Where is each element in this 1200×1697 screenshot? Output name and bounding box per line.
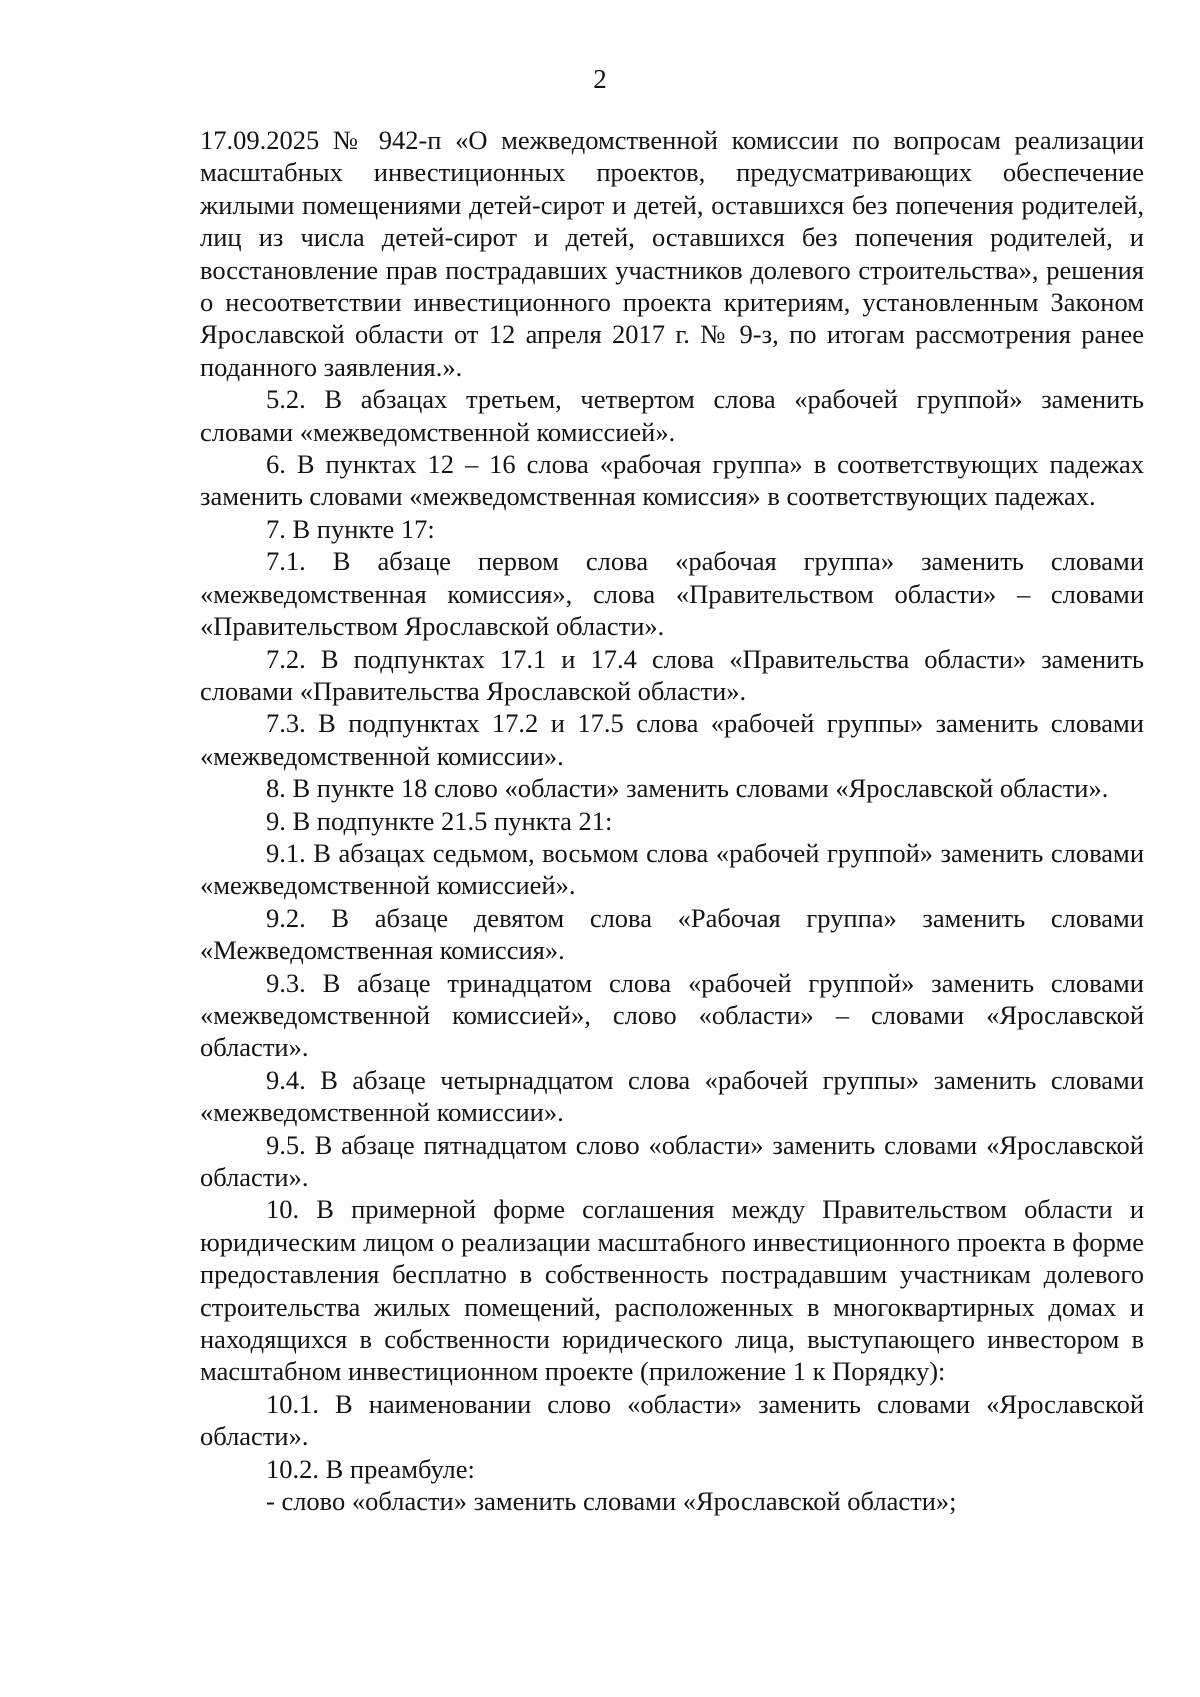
paragraph-9: 9. В подпункте 21.5 пункта 21:	[266, 805, 613, 836]
paragraph-8: 8. В пункте 18 слово «области» заменить словами «Ярославской области».	[266, 773, 1109, 804]
paragraph-9-5: 9.5. В абзаце пятнадцатом слово «области» заменить словами «Ярославской области».	[200, 1129, 1144, 1192]
paragraph-9-2: 9.2. В абзаце девятом слова «Рабочая группа» заменить словами «Межведомственная комиссия».	[200, 902, 1144, 966]
paragraph-5-2: 5.2. В абзацах третьем, четвертом слова «рабочей группой» заменить словами «межведомственной комиссией».	[200, 384, 1144, 447]
paragraph-10-1: 10.1. В наименовании слово «области» заменить словами «Ярославской области».	[200, 1388, 1144, 1452]
paragraph-6: 6. В пунктах 12 – 16 слова «рабочая группа» в соответствующих падежах заменить словами «межведомственная комиссия» в соответствующих падежах.	[200, 449, 1144, 512]
paragraph-7-1: 7.1. В абзаце первом слова «рабочая группа» заменить словами «межведомственная комиссия», слова «Правительством области» – словами «Правительством Ярославской области».	[200, 546, 1144, 642]
paragraph-7-3: 7.3. В подпунктах 17.2 и 17.5 слова «рабочей группы» заменить словами «межведомственной комиссии».	[200, 708, 1144, 771]
paragraph-9-3: 9.3. В абзаце тринадцатом слова «рабочей группой» заменить словами «межведомственной комиссией», слово «области» – словами «Ярославской области».	[200, 967, 1144, 1063]
paragraph-10-2: 10.2. В преамбуле:	[266, 1453, 475, 1484]
paragraph-10-2-item: - слово «области» заменить словами «Ярославской области»;	[266, 1486, 957, 1517]
paragraph-9-1: 9.1. В абзацах седьмом, восьмом слова «рабочей группой» заменить словами «межведомственной комиссией».	[200, 837, 1144, 901]
page-number: 2	[593, 64, 607, 94]
paragraph-10: 10. В примерной форме соглашения между Правительством области и юридическим лицом о реализации масштабного инвестиционного проекта в форме предоставления бесплатно в собственность пострадавшим участникам долевого строительства жилых помещений, расположенных в многоквартирных домах и находящихся в собственности юридического лица, выступающего инвестором в масштабном инвестиционном проекте (приложение 1 к Порядку):	[200, 1194, 1144, 1387]
paragraph-7-2: 7.2. В подпунктах 17.1 и 17.4 слова «Правительства области» заменить словами «Правительства Ярославской области».	[200, 643, 1144, 706]
paragraph-7: 7. В пункте 17:	[266, 513, 435, 544]
document-body	[200, 124, 1144, 1517]
paragraph-continuation: 17.09.2025 № 942-п «О межведомственной комиссии по вопросам реализации масштабных инвестиционных проектов, предусматривающих обеспечение жилыми помещениями детей-сирот и детей, оставшихся без попечения родителей, лиц из числа детей-сирот и детей, оставшихся без попечения родителей, и восстановление прав пострадавших участников долевого строительства», решения о несоответствии инвестиционного проекта критериям, установленным Законом Ярославской области от 12 апреля 2017 г. № 9-з, по итогам рассмотрения ранее поданного заявления.».	[200, 125, 1144, 382]
paragraph-9-4: 9.4. В абзаце четырнадцатом слова «рабочей группы» заменить словами «межведомственной комиссии».	[200, 1064, 1144, 1128]
